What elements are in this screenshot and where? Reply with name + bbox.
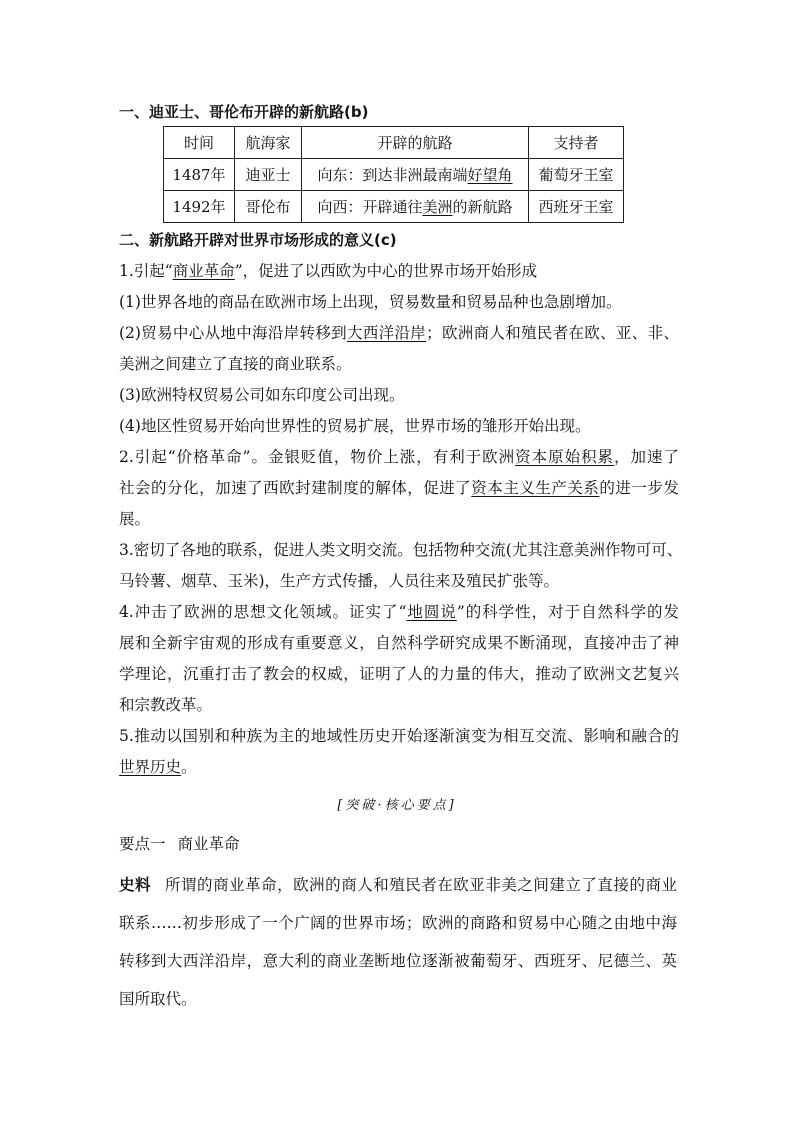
- underlined-term: 资本原始积累: [515, 448, 615, 466]
- text: 社会的分化，加速了西欧封建制度的解体，促进了: [119, 479, 472, 497]
- keypoint-title: 商业革命: [177, 835, 240, 853]
- section-2-heading: 二、新航路开辟对世界市场形成的意义(c): [119, 231, 397, 249]
- text: 1.引起“: [119, 262, 173, 280]
- cell-sponsor: 葡萄牙王室: [529, 159, 624, 191]
- source-line-1: [119, 866, 677, 904]
- underlined-term: 大西洋沿岸: [347, 324, 427, 342]
- header-route: 开辟的航路: [302, 127, 529, 159]
- text: ，加速了: [614, 448, 679, 466]
- navigation-routes-table: [163, 126, 624, 223]
- text: ；欧洲商人和殖民者在欧、亚、非、: [426, 324, 679, 342]
- paragraph-2-end: 展。: [119, 510, 151, 528]
- route-underlined: 好望角: [467, 166, 513, 184]
- paragraph-4: [119, 597, 679, 628]
- paragraph-3: 3.密切了各地的联系，促进人类文明交流。包括物种交流(尤其注意美洲作物可可、: [119, 541, 683, 559]
- cell-time: 1492年: [164, 191, 235, 223]
- paragraph-3-cont: 马铃薯、烟草、玉米)，生产方式传播，人员往来及殖民扩张等。: [119, 572, 560, 590]
- underlined-term: 资本主义生产关系: [471, 479, 600, 497]
- paragraph-1-2-cont: 美洲之间建立了直接的商业联系。: [119, 355, 352, 373]
- paragraph-4-end: 和宗教改革。: [119, 696, 213, 714]
- text: ”的科学性，对于自然科学的发: [456, 603, 679, 621]
- route-text: 向东：到达非洲最南端: [317, 166, 468, 184]
- text: ”，促进了以西欧为中心的世界市场开始形成: [234, 262, 538, 280]
- source-tag: 史料: [119, 876, 152, 894]
- underlined-term: 世界历史: [119, 758, 182, 776]
- paragraph-2-cont: [119, 473, 679, 504]
- cell-route: [302, 159, 529, 191]
- cell-navigator: 迪亚士: [235, 159, 302, 191]
- header-time: 时间: [164, 127, 235, 159]
- source-line-2: 联系……初步形成了一个广阔的世界市场；欧洲的商路和贸易中心随之由地中海: [119, 914, 677, 932]
- core-points-banner: [突破·核心要点]: [337, 798, 457, 813]
- cell-navigator: 哥伦布: [235, 191, 302, 223]
- cell-sponsor: 西班牙王室: [529, 191, 624, 223]
- table-row: [164, 191, 624, 223]
- underlined-term: 地圆说: [406, 603, 457, 621]
- source-line-4: 国所取代。: [119, 990, 197, 1008]
- text: (2)贸易中心从地中海沿岸转移到: [119, 324, 347, 342]
- header-navigator: 航海家: [235, 127, 302, 159]
- paragraph-4-cont-1: 展和全新宇宙观的形成有重要意义，自然科学研究成果不断涌现，直接冲击了神: [119, 634, 679, 652]
- paragraph-5-end: [119, 752, 679, 783]
- paragraph-1-4: (4)地区性贸易开始向世界性的贸易扩展，世界市场的雏形开始出现。: [119, 417, 591, 435]
- text: 2.引起“价格革命”。金银贬值，物价上涨，有利于欧洲: [119, 448, 516, 466]
- source-excerpt: [119, 866, 677, 1018]
- table-row: [164, 159, 624, 191]
- paragraph-2: [119, 442, 679, 473]
- paragraph-1: [119, 256, 679, 287]
- text: 4.冲击了欧洲的思想文化领域。证实了“: [119, 603, 407, 621]
- route-text: 向西：开辟通往: [317, 198, 423, 216]
- section-2-body: [119, 256, 683, 783]
- text: 的进一步发: [599, 479, 679, 497]
- route-text-end: 的新航路: [452, 198, 513, 216]
- route-underlined: 美洲: [422, 198, 453, 216]
- header-sponsor: 支持者: [529, 127, 624, 159]
- underlined-term: 商业革命: [172, 262, 235, 280]
- paragraph-5: 5.推动以国别和种族为主的地域性历史开始逐渐演变为相互交流、影响和融合的: [119, 727, 679, 745]
- paragraph-4-cont-2: 学理论，沉重打击了教会的权威，证明了人的力量的伟大，推动了欧洲文艺复兴: [119, 665, 679, 683]
- text: 。: [181, 758, 197, 776]
- paragraph-1-1: (1)世界各地的商品在欧洲市场上出现，贸易数量和贸易品种也急剧增加。: [119, 293, 622, 311]
- keypoint-heading: [119, 832, 240, 854]
- table-header-row: [164, 127, 624, 159]
- paragraph-1-3: (3)欧洲特权贸易公司如东印度公司出现。: [119, 386, 405, 404]
- cell-time: 1487年: [164, 159, 235, 191]
- section-1-heading: 一、迪亚士、哥伦布开辟的新航路(b): [119, 103, 369, 121]
- keypoint-label: 要点一: [119, 835, 166, 853]
- paragraph-1-2: [119, 318, 679, 349]
- text: 所谓的商业革命，欧洲的商人和殖民者在欧亚非美之间建立了直接的商业: [165, 876, 677, 894]
- source-line-3: 转移到大西洋沿岸，意大利的商业垄断地位逐渐被葡萄牙、西班牙、尼德兰、英: [119, 952, 677, 970]
- cell-route: [302, 191, 529, 223]
